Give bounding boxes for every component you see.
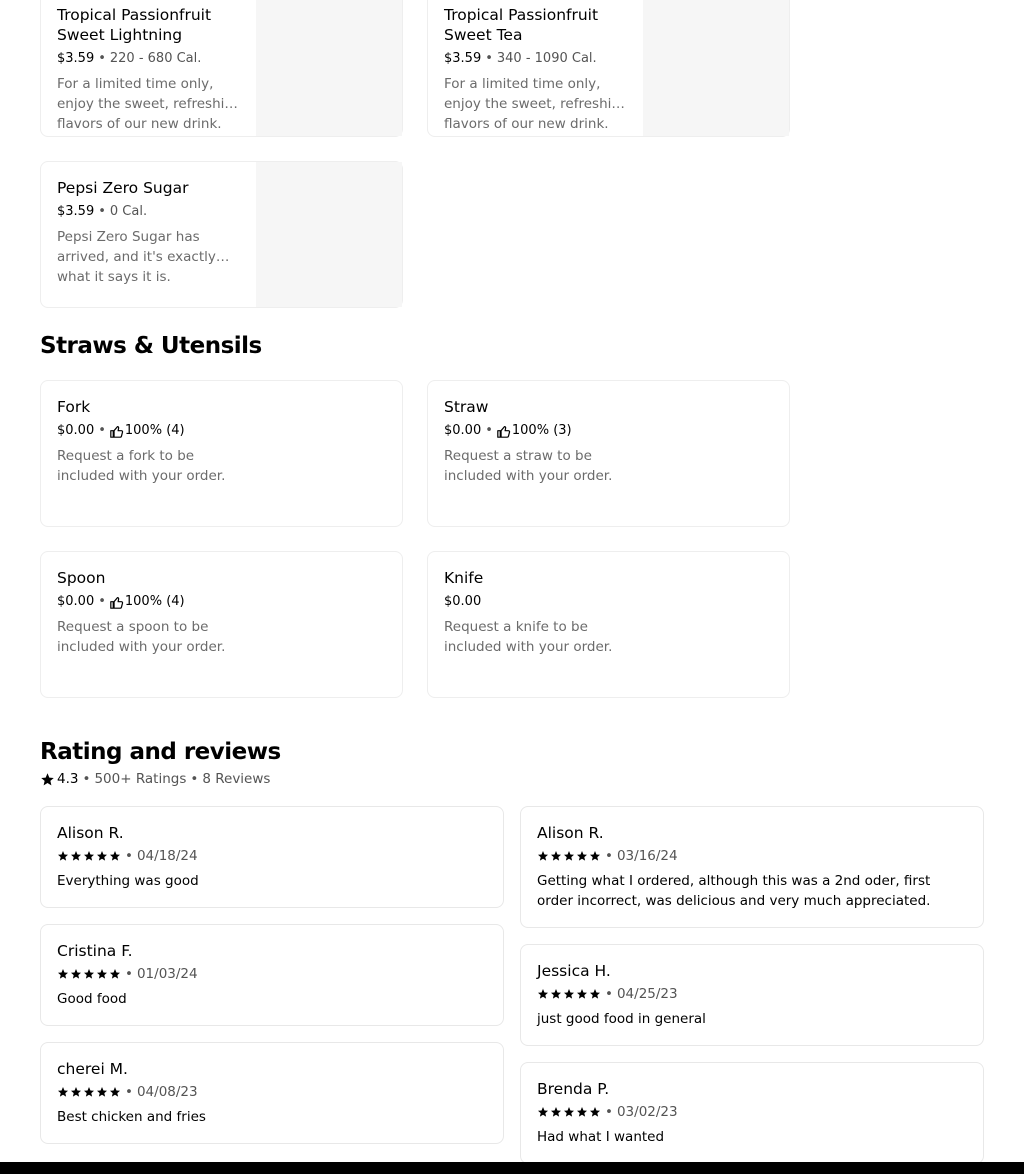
- item-image-placeholder: [643, 0, 789, 136]
- star-icon: [109, 850, 121, 862]
- review-date: 01/03/24: [136, 966, 198, 982]
- star-icon: [57, 968, 69, 980]
- reviews-count: 8 Reviews: [202, 771, 271, 787]
- item-meta: [57, 203, 243, 221]
- item-description: Pepsi Zero Sugar has arrived, and it's exactly what it says it is.: [57, 229, 216, 285]
- five-star-rating: [537, 988, 601, 1000]
- star-icon: [589, 850, 601, 862]
- star-icon: [83, 850, 95, 862]
- item-name: Knife: [444, 569, 484, 587]
- separator-dot: •: [98, 594, 106, 609]
- review-text: just good food in general: [537, 1011, 706, 1027]
- star-icon: [589, 1106, 601, 1118]
- item-price: $0.00: [444, 594, 482, 609]
- item-rating: 100% (4): [124, 423, 185, 438]
- item-description: Request a straw to be included with your order.: [444, 448, 613, 484]
- star-icon: [83, 1086, 95, 1098]
- star-icon: [96, 1086, 108, 1098]
- utensil-card-spoon[interactable]: [40, 551, 403, 698]
- review-stars-row: [57, 965, 487, 983]
- star-icon: [96, 968, 108, 980]
- star-icon: [70, 1086, 82, 1098]
- separator-dot: •: [605, 848, 613, 864]
- item-price: $3.59: [57, 204, 95, 219]
- star-icon: [537, 988, 549, 1000]
- item-meta: [444, 422, 630, 440]
- item-meta: [57, 593, 243, 611]
- star-icon: [537, 850, 549, 862]
- review-author: Cristina F.: [57, 942, 133, 960]
- separator-dot: •: [82, 771, 91, 787]
- item-description: Request a spoon to be included with your order.: [57, 619, 226, 655]
- star-icon: [563, 1106, 575, 1118]
- review-date: 03/16/24: [616, 848, 678, 864]
- review-author: Alison R.: [57, 824, 124, 842]
- utensil-card-fork[interactable]: [40, 380, 403, 527]
- utensil-card-straw[interactable]: [427, 380, 790, 527]
- review-author: Jessica H.: [537, 962, 611, 980]
- review-date: 03/02/23: [616, 1104, 678, 1120]
- review-text: Best chicken and fries: [57, 1109, 206, 1125]
- star-icon: [70, 968, 82, 980]
- item-price: $3.59: [57, 51, 95, 66]
- item-meta: [57, 422, 243, 440]
- item-name: Straw: [444, 398, 489, 416]
- thumbs-up-icon: [110, 596, 123, 609]
- ratings-count: 500+ Ratings: [94, 771, 187, 787]
- review-date: 04/25/23: [616, 986, 678, 1002]
- review-author: cherei M.: [57, 1060, 128, 1078]
- rating-summary: [40, 771, 270, 787]
- star-icon: [550, 1106, 562, 1118]
- thumbs-up-icon: [110, 425, 123, 438]
- separator-dot: •: [485, 423, 493, 438]
- review-text: Everything was good: [57, 873, 199, 889]
- item-description: Request a fork to be included with your order.: [57, 448, 226, 484]
- star-icon: [70, 850, 82, 862]
- star-icon: [537, 1106, 549, 1118]
- review-stars-row: [537, 985, 967, 1003]
- five-star-rating: [57, 1086, 121, 1098]
- star-icon: [563, 850, 575, 862]
- separator-dot: •: [98, 51, 106, 66]
- five-star-rating: [57, 968, 121, 980]
- five-star-rating: [537, 1106, 601, 1118]
- separator-dot: •: [125, 848, 133, 864]
- item-name: Spoon: [57, 569, 106, 587]
- item-meta: [444, 593, 630, 611]
- item-name: Tropical Passionfruit Sweet Tea: [444, 6, 599, 44]
- star-icon: [589, 988, 601, 1000]
- five-star-rating: [57, 850, 121, 862]
- review-card: [520, 806, 984, 928]
- separator-dot: •: [98, 423, 106, 438]
- item-price: $0.00: [57, 594, 95, 609]
- item-price: $0.00: [444, 423, 482, 438]
- star-icon: [109, 1086, 121, 1098]
- item-description: Request a knife to be included with your order.: [444, 619, 613, 655]
- star-icon: [57, 1086, 69, 1098]
- section-title-utensils: Straws & Utensils: [40, 333, 262, 359]
- star-icon: [563, 988, 575, 1000]
- item-rating: 100% (3): [511, 423, 572, 438]
- item-description: For a limited time only, enjoy the sweet, refreshing flavors of our new drink.: [444, 76, 629, 132]
- review-card: [520, 944, 984, 1046]
- review-stars-row: [537, 1103, 967, 1121]
- star-icon: [109, 968, 121, 980]
- item-name: Fork: [57, 398, 91, 416]
- item-name: Pepsi Zero Sugar: [57, 179, 189, 197]
- review-author: Alison R.: [537, 824, 604, 842]
- star-icon: [96, 850, 108, 862]
- item-name: Tropical Passionfruit Sweet Lightning: [57, 6, 212, 44]
- separator-dot: •: [605, 986, 613, 1002]
- section-title-reviews: Rating and reviews: [40, 739, 281, 765]
- review-card: [40, 924, 504, 1026]
- star-icon: [83, 968, 95, 980]
- item-image-placeholder: [256, 0, 402, 136]
- review-text: Had what I wanted: [537, 1129, 665, 1145]
- review-card: [520, 1062, 984, 1164]
- star-icon: [40, 772, 55, 787]
- menu-item-card[interactable]: [40, 161, 403, 308]
- menu-item-card[interactable]: [40, 0, 403, 137]
- star-icon: [57, 850, 69, 862]
- review-card: [40, 806, 504, 908]
- review-text: Getting what I ordered, although this was a 2nd oder, first order incorrect, was delicious and very much appreciated.: [537, 873, 931, 909]
- separator-dot: •: [98, 204, 106, 219]
- rating-score: 4.3: [57, 771, 79, 787]
- review-card: [40, 1042, 504, 1144]
- bottom-bar: [0, 1162, 1024, 1174]
- item-price: $3.59: [444, 51, 482, 66]
- review-date: 04/18/24: [136, 848, 198, 864]
- item-image-placeholder: [256, 162, 402, 307]
- review-author: Brenda P.: [537, 1080, 610, 1098]
- item-meta: [57, 50, 243, 68]
- separator-dot: •: [485, 51, 493, 66]
- item-description: For a limited time only, enjoy the sweet, refreshing flavors of our new drink.: [57, 76, 242, 132]
- star-icon: [550, 988, 562, 1000]
- menu-item-card[interactable]: [427, 0, 790, 137]
- star-icon: [550, 850, 562, 862]
- review-stars-row: [57, 847, 487, 865]
- utensil-card-knife[interactable]: [427, 551, 790, 698]
- review-date: 04/08/23: [136, 1084, 198, 1100]
- separator-dot: •: [605, 1104, 613, 1120]
- item-calories: 220 - 680 Cal.: [109, 51, 202, 66]
- separator-dot: •: [125, 1084, 133, 1100]
- thumbs-up-icon: [497, 425, 510, 438]
- item-price: $0.00: [57, 423, 95, 438]
- item-calories: 0 Cal.: [109, 204, 148, 219]
- item-rating: 100% (4): [124, 594, 185, 609]
- separator-dot: •: [190, 771, 199, 787]
- star-icon: [576, 850, 588, 862]
- review-stars-row: [537, 847, 967, 865]
- item-calories: 340 - 1090 Cal.: [496, 51, 597, 66]
- star-icon: [576, 988, 588, 1000]
- star-icon: [576, 1106, 588, 1118]
- separator-dot: •: [125, 966, 133, 982]
- review-stars-row: [57, 1083, 487, 1101]
- five-star-rating: [537, 850, 601, 862]
- review-text: Good food: [57, 991, 127, 1007]
- item-meta: [444, 50, 630, 68]
